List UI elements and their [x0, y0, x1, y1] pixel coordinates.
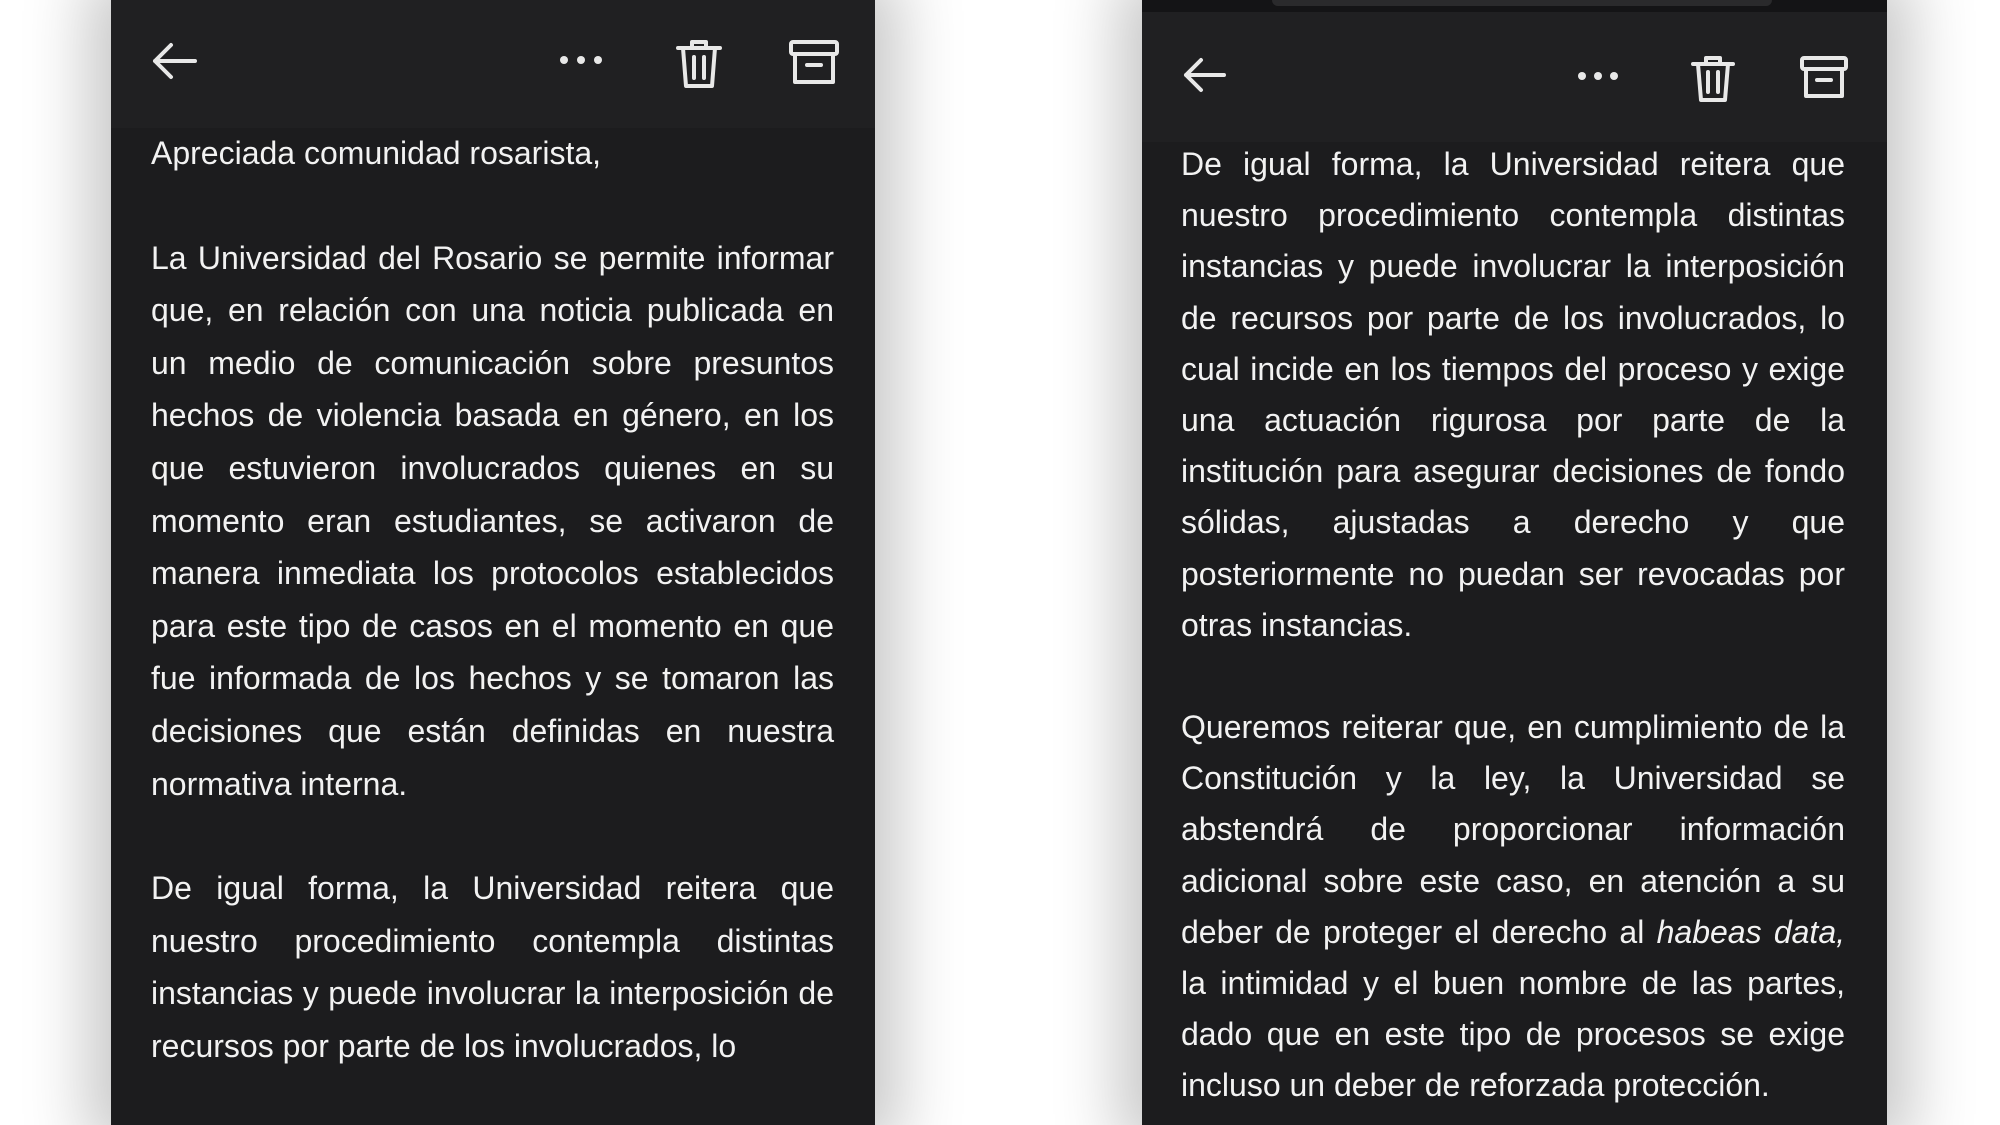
back-button[interactable]: [149, 40, 199, 82]
trash-icon: [674, 38, 724, 90]
archive-box-icon: [787, 38, 841, 88]
message-paragraph: De igual forma, la Universidad reitera que nuestro procedimiento contempla distintas instancias y puede involucrar la interposición de recursos por parte de los involucrados, lo cual incide en los tiempos del proceso y exige una actuación rigurosa por parte de la institución para asegurar decisiones de fondo sólidas, ajustadas a derecho y que posteriormente no puedan ser revocadas por otras instancias.: [1181, 146, 1845, 643]
back-button[interactable]: [1180, 55, 1228, 95]
more-options-button[interactable]: [1576, 69, 1620, 83]
email-screen-left: [111, 0, 875, 1125]
message-paragraph: De igual forma, la Universidad reitera que nuestro procedimiento contempla distintas instancias y puede involucrar la interposición de recursos por parte de los involucrados, lo: [151, 870, 834, 1064]
email-screen-right: [1142, 0, 1887, 1125]
message-greeting: Apreciada comunidad rosarista,: [151, 135, 602, 171]
more-horizontal-icon: [558, 52, 604, 68]
toolbar: [1142, 0, 1887, 142]
more-horizontal-icon: [1576, 69, 1620, 83]
archive-box-icon: [1798, 54, 1850, 102]
status-bar-edge: [1142, 0, 1887, 12]
italic-term: habeas data,: [1656, 913, 1846, 950]
arrow-left-icon: [1180, 55, 1228, 95]
delete-button[interactable]: [674, 38, 724, 90]
archive-button[interactable]: [1798, 54, 1850, 102]
delete-button[interactable]: [1689, 54, 1737, 104]
archive-button[interactable]: [787, 38, 841, 88]
paragraph-text: Queremos reiterar que, en cumplimiento de la Constitución y la ley, la Universidad se abstendrá de proporcionar información adicional sobre este caso, en atención a su deber de proteger el derecho al: [1181, 709, 1845, 950]
message-paragraph: [1181, 702, 1845, 1112]
trash-icon: [1689, 54, 1737, 104]
paragraph-text: la intimidad y el buen nombre de las partes, dado que en este tipo de procesos se exige incluso un deber de reforzada protección.: [1181, 965, 1845, 1104]
arrow-left-icon: [149, 40, 199, 82]
toolbar: [111, 0, 875, 128]
message-paragraph: La Universidad del Rosario se permite informar que, en relación con una noticia publicada en un medio de comunicación sobre presuntos hechos de violencia basada en género, en los que estuvieron involucrados quienes en su momento eran estudiantes, se activaron de manera inmediata los protocolos establecidos para este tipo de casos en el momento en que fue informada de los hechos y se tomaron las decisiones que están definidas en nuestra normativa interna.: [151, 239, 834, 802]
more-options-button[interactable]: [558, 52, 604, 68]
message-body: [1181, 139, 1845, 1112]
message-body: [151, 127, 834, 1073]
